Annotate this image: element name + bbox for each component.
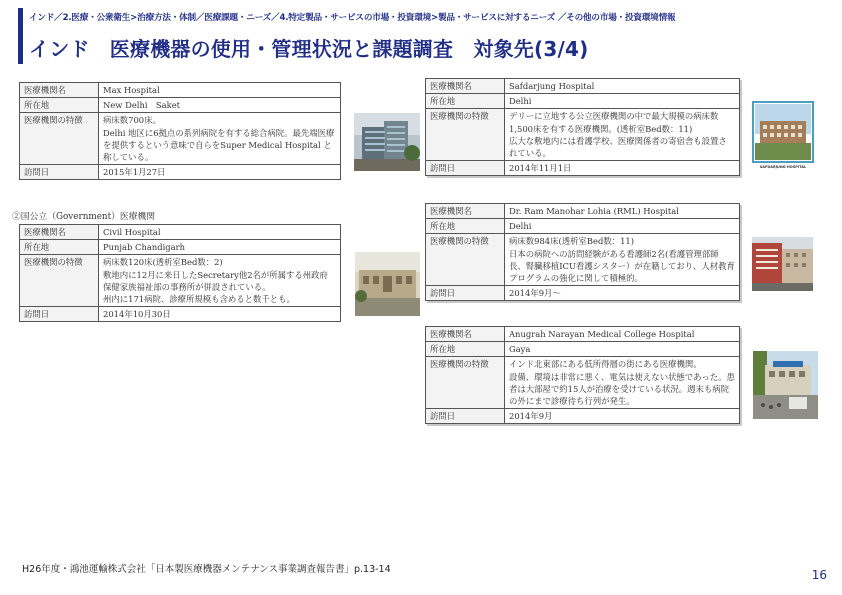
label-location: 所在地: [426, 342, 505, 357]
section-label-government: ②国公立（Government）医療機関: [12, 212, 156, 222]
hospital-table-max: [19, 82, 341, 180]
label-name: 医療機関名: [20, 83, 99, 98]
hospital-visit-date: 2014年9月～: [505, 286, 740, 301]
hospital-visit-date: 2014年11月1日: [505, 161, 740, 176]
hospital-visit-date: 2014年10月30日: [99, 307, 341, 322]
safdarjung-photo-caption: SAFDARJUNG HOSPITAL: [759, 165, 807, 169]
hospital-name: Max Hospital: [99, 83, 341, 98]
hospital-features: 病床数120床(透析室Bed数：2) 敷地内に12月に来日したSecretary他2名が所属する州政府保健家族福祉部の事務所が併設されている。 州内に171病院、診療所規模も含めると数千とも。: [99, 255, 341, 307]
hospital-name: Safdarjung Hospital: [505, 79, 740, 94]
hospital-features: 病床数984床(透析室Bed数：11) 日本の病院への訪問経験がある看護師2名(看護管理部師長、腎臓移植ICU看護シスター）が在籍しており、人材教育プログラムの強化に関して積極的。: [505, 234, 740, 286]
hospital-table-civil: [19, 224, 341, 322]
hospital-location: Gaya: [505, 342, 740, 357]
page-title: インド 医療機器の使用・管理状況と課題調査 対象先(3/4): [29, 37, 589, 61]
hospital-name: Civil Hospital: [99, 225, 341, 240]
label-name: 医療機関名: [20, 225, 99, 240]
label-name: 医療機関名: [426, 327, 505, 342]
rml-hospital-photo: [752, 237, 813, 291]
label-location: 所在地: [20, 98, 99, 113]
page-number: 16: [811, 568, 827, 582]
label-features: 医療機関の特徴: [20, 255, 99, 307]
hospital-table-rml: [425, 203, 740, 301]
label-visit-date: 訪問日: [20, 307, 99, 322]
label-location: 所在地: [426, 94, 505, 109]
label-features: 医療機関の特徴: [20, 113, 99, 165]
hospital-location: Delhi: [505, 219, 740, 234]
label-location: 所在地: [20, 240, 99, 255]
label-name: 医療機関名: [426, 79, 505, 94]
hospital-visit-date: 2014年9月: [505, 409, 740, 424]
label-name: 医療機関名: [426, 204, 505, 219]
civil-hospital-photo: [355, 252, 420, 316]
title-accent-bar: [18, 8, 23, 64]
hospital-name: Dr. Ram Manohar Lohia (RML) Hospital: [505, 204, 740, 219]
source-note: H26年度・鴻池運輸株式会社「日本製医療機器メンテナンス事業調査報告書」p.13-14: [22, 564, 391, 575]
hospital-table-safdarjung: [425, 78, 740, 176]
max-hospital-photo: [354, 113, 420, 171]
safdarjung-hospital-photo: [752, 101, 814, 171]
label-visit-date: 訪問日: [426, 409, 505, 424]
label-visit-date: 訪問日: [20, 165, 99, 180]
label-location: 所在地: [426, 219, 505, 234]
hospital-location: New Delhi Saket: [99, 98, 341, 113]
hospital-features: インド北東部にある低所得層の街にある医療機関。 設備、環境は非常に悪く、電気は使えない状態であった。患者は大部屋で約15人が治療を受けている状況。週末も病院の外にまで診療待ち行列が発生。: [505, 357, 740, 409]
hospital-features: デリーに立地する公立医療機関の中で最大規模の病床数1,500床を有する医療機関。(透析室Bed数：11) 広大な敷地内には看護学校、医療関係者の寄宿舎も設置されている。: [505, 109, 740, 161]
label-features: 医療機関の特徴: [426, 357, 505, 409]
hospital-table-anugrah: [425, 326, 740, 424]
breadcrumb: インド／2.医療・公衆衛生>治療方法・体制／医療課題・ニーズ／4.特定製品・サービスの市場・投資環境>製品・サービスに対するニーズ ／その他の市場・投資環境情報: [29, 13, 676, 23]
label-features: 医療機関の特徴: [426, 109, 505, 161]
label-visit-date: 訪問日: [426, 286, 505, 301]
hospital-location: Delhi: [505, 94, 740, 109]
label-visit-date: 訪問日: [426, 161, 505, 176]
hospital-name: Anugrah Narayan Medical College Hospital: [505, 327, 740, 342]
hospital-visit-date: 2015年1月27日: [99, 165, 341, 180]
hospital-features: 病床数700床。 Delhi 地区に6拠点の系列病院を有する総合病院。最先端医療を提供するという意味で自らをSuper Medical Hospital と称している。: [99, 113, 341, 165]
anugrah-hospital-photo: [753, 351, 818, 419]
hospital-location: Punjab Chandigarh: [99, 240, 341, 255]
label-features: 医療機関の特徴: [426, 234, 505, 286]
